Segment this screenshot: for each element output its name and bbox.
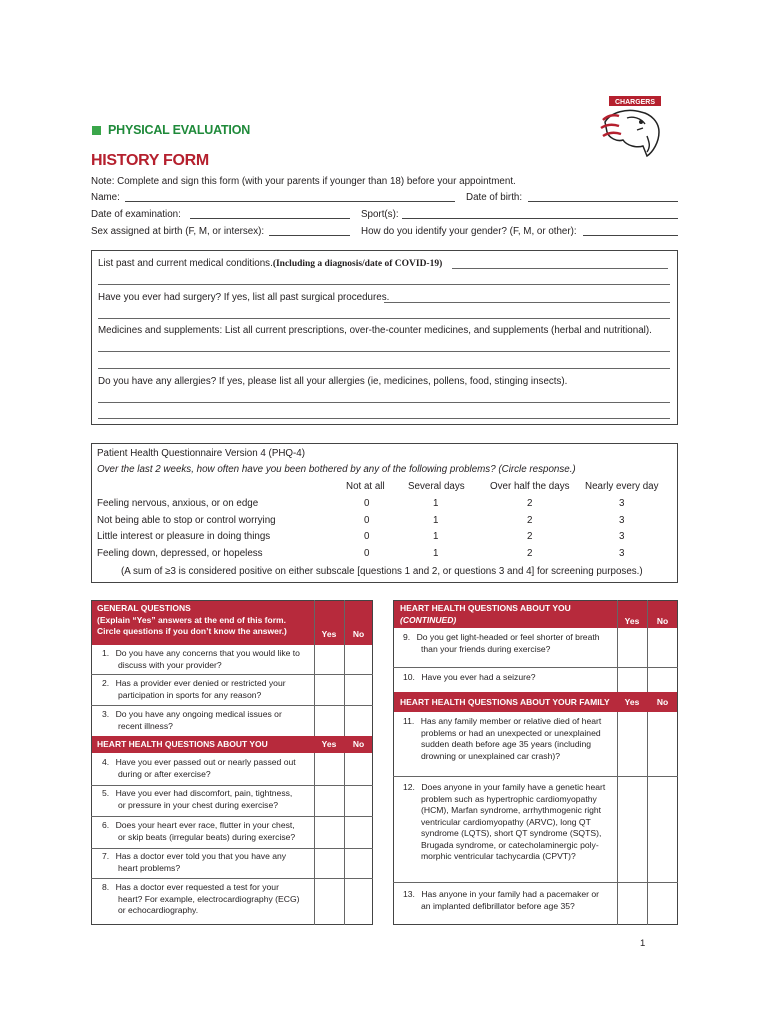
question-text-cont: problem such as hypertrophic cardiomyopathy — [421, 793, 597, 804]
phq-value[interactable]: 0 — [364, 498, 370, 509]
question-number: 1. — [102, 648, 110, 658]
medicines-line-2[interactable] — [98, 368, 670, 369]
question-text-cont: syndrome (LQTS), short QT syndrome (SQTS), — [421, 828, 602, 838]
phq-value[interactable]: 1 — [433, 531, 439, 542]
heart-question-4 — [102, 757, 312, 780]
heart-question-5 — [102, 788, 312, 811]
phq-col-not-at-all: Not at all — [346, 481, 385, 492]
question-text-cont: ventricular cardiomyopathy (ARVC), long QT — [421, 816, 591, 827]
general-question-3 — [102, 709, 312, 732]
question-number: 6. — [102, 820, 110, 830]
form-title: HISTORY FORM — [91, 152, 209, 169]
right-yes-header: Yes — [624, 616, 640, 626]
phq-value[interactable]: 2 — [527, 531, 533, 542]
surgery-line-1[interactable] — [384, 302, 670, 303]
conditions-text: List past and current medical conditions. — [98, 258, 273, 269]
page-number: 1 — [640, 938, 646, 949]
phq-value[interactable]: 3 — [619, 498, 625, 509]
heart-yes-header: Yes — [321, 739, 337, 749]
heart-question-13 — [403, 889, 615, 912]
heart-question-7 — [102, 851, 312, 874]
phq-col-several-days: Several days — [408, 481, 465, 492]
heart-question-11 — [403, 716, 615, 762]
question-text: Does anyone in your family have a genetic heart — [421, 782, 606, 792]
medical-history-box — [91, 250, 678, 425]
general-question-2 — [102, 678, 312, 701]
row-divider — [393, 882, 678, 883]
question-text-cont: discuss with your provider? — [118, 659, 222, 670]
general-header-title: GENERAL QUESTIONS — [97, 603, 191, 613]
phq-row-label: Feeling nervous, anxious, or on edge — [97, 498, 259, 509]
question-text-cont: drowning or unexplained car crash)? — [421, 750, 561, 761]
question-number: 3. — [102, 709, 110, 719]
question-text: Have you ever passed out or nearly passed out — [115, 757, 296, 767]
row-divider — [393, 667, 678, 668]
family-yes-header: Yes — [624, 697, 640, 707]
allergies-prompt: Do you have any allergies? If yes, please list all your allergies (ie, medicines, pollens, food, stinging insects). — [98, 376, 568, 387]
medicines-prompt: Medicines and supplements: List all current prescriptions, over-the-counter medicines, and supplements (herbal and nutritional). — [98, 325, 652, 336]
row-divider — [91, 674, 373, 675]
phq-value[interactable]: 0 — [364, 531, 370, 542]
question-text-cont: (HCM), Marfan syndrome, arrhythmogenic right — [421, 805, 602, 815]
conditions-line-1[interactable] — [452, 268, 668, 269]
question-number: 2. — [102, 678, 110, 688]
question-text-cont: heart problems? — [118, 862, 181, 873]
gender-field[interactable] — [583, 227, 678, 236]
phq-value[interactable]: 1 — [433, 515, 439, 526]
phq4-title: Patient Health Questionnaire Version 4 (PHQ-4) — [97, 448, 306, 459]
right-no-header: No — [656, 616, 669, 626]
heart-question-8 — [102, 882, 312, 917]
phq-value[interactable]: 0 — [364, 548, 370, 559]
question-text-cont: sudden death before age 35 years (including — [421, 739, 592, 749]
question-text-cont: during or after exercise? — [118, 768, 211, 779]
question-number: 4. — [102, 757, 110, 767]
chargers-logo — [597, 92, 669, 164]
family-no-header: No — [656, 697, 669, 707]
sports-label: Sport(s): — [361, 209, 399, 220]
question-text: Do you have any concerns that you would like to — [115, 648, 300, 658]
question-text-cont: or echocardiography. — [118, 905, 199, 915]
conditions-prompt — [98, 258, 442, 269]
question-text: Do you have any ongoing medical issues or — [115, 709, 282, 719]
phq-row-label: Not being able to stop or control worrying — [97, 515, 276, 526]
general-header-text — [97, 603, 287, 638]
phq-value[interactable]: 0 — [364, 515, 370, 526]
phq-value[interactable]: 3 — [619, 548, 625, 559]
phq-row-label: Little interest or pleasure in doing things — [97, 531, 271, 542]
phq-col-nearly-every-day: Nearly every day — [585, 481, 659, 492]
general-yes-header: Yes — [321, 629, 337, 639]
heart-continued-title: HEART HEALTH QUESTIONS ABOUT YOU — [400, 603, 571, 613]
question-text: Has a doctor ever told you that you have any — [115, 851, 287, 861]
right-no-divider — [647, 600, 648, 925]
phq4-subtitle: Over the last 2 weeks, how often have you been bothered by any of the following problems? (Circle response.) — [97, 464, 576, 475]
logo-text: CHARGERS — [614, 99, 656, 106]
allergies-line-1[interactable] — [98, 402, 670, 403]
question-number: 9. — [403, 632, 411, 642]
heart-question-10 — [403, 672, 615, 684]
phq4-footnote: (A sum of ≥3 is considered positive on either subscale [questions 1 and 2, or questions 3 and 4] for screening purposes.) — [121, 566, 643, 577]
heart-family-header-text: HEART HEALTH QUESTIONS ABOUT YOUR FAMILY — [400, 697, 610, 707]
surgery-line-2[interactable] — [98, 318, 670, 319]
conditions-covid-text: (Including a diagnosis/date of COVID-19) — [272, 259, 443, 269]
phq-value[interactable]: 2 — [527, 498, 533, 509]
question-text-cont: or pressure in your chest during exercise? — [118, 799, 279, 810]
heart-continued-sub: (CONTINUED) — [400, 614, 457, 625]
question-text-cont: or skip beats (irregular beats) during exercise? — [118, 831, 296, 842]
name-field[interactable] — [125, 193, 455, 202]
left-no-divider — [344, 600, 345, 925]
sports-field[interactable] — [402, 210, 678, 219]
heart-question-6 — [102, 820, 312, 843]
phq-value[interactable]: 3 — [619, 515, 625, 526]
sex-field[interactable] — [269, 227, 350, 236]
heart-no-header: No — [352, 739, 365, 749]
left-yes-divider — [314, 600, 315, 925]
question-text-cont: participation in sports for any reason? — [118, 689, 262, 700]
general-header-sub2: Circle questions if you don’t know the answer.) — [97, 626, 287, 636]
question-text: Have you ever had a seizure? — [421, 672, 536, 682]
question-text-cont: recent illness? — [118, 720, 173, 731]
phq-row-label: Feeling down, depressed, or hopeless — [97, 548, 263, 559]
general-header-sub1: (Explain “Yes” answers at the end of this form. — [97, 614, 286, 625]
general-no-header: No — [352, 629, 365, 639]
surgery-prompt: Have you ever had surgery? If yes, list all past surgical procedures. — [98, 292, 390, 303]
question-number: 11. — [403, 716, 415, 726]
row-divider — [91, 785, 373, 786]
question-text-cont: than your friends during exercise? — [421, 643, 551, 654]
phq-value[interactable]: 1 — [433, 548, 439, 559]
phq-col-over-half: Over half the days — [490, 481, 570, 492]
heart-header-text: HEART HEALTH QUESTIONS ABOUT YOU — [97, 739, 268, 749]
sex-label: Sex assigned at birth (F, M, or intersex): — [91, 226, 265, 237]
exam-date-field[interactable] — [190, 210, 350, 219]
question-text-cont: heart? For example, electrocardiography (ECG) — [118, 893, 300, 904]
phq-value[interactable]: 2 — [527, 515, 533, 526]
question-number: 10. — [403, 672, 415, 682]
row-divider — [91, 816, 373, 817]
question-number: 12. — [403, 782, 415, 792]
heart-question-9 — [403, 632, 615, 655]
question-text: Has any family member or relative died of heart — [420, 716, 602, 726]
medicines-line-1[interactable] — [98, 351, 670, 352]
conditions-line-2[interactable] — [98, 284, 670, 285]
row-divider — [393, 776, 678, 777]
question-text-cont: problems or had an unexpected or unexplained — [421, 727, 601, 738]
question-number: 8. — [102, 882, 110, 892]
exam-date-label: Date of examination: — [91, 209, 181, 220]
note-text: Note: Complete and sign this form (with your parents if younger than 18) before your appointment. — [91, 176, 516, 187]
question-number: 7. — [102, 851, 110, 861]
allergies-line-2[interactable] — [98, 418, 670, 419]
phq-value[interactable]: 1 — [433, 498, 439, 509]
right-yes-divider — [617, 600, 618, 925]
gender-label: How do you identify your gender? (F, M, or other): — [361, 226, 577, 237]
heart-question-12 — [403, 782, 615, 863]
heart-continued-header-text — [400, 603, 571, 626]
question-text-cont: Brugada syndrome, or catecholaminergic poly- — [421, 839, 599, 850]
question-text: Has a provider ever denied or restricted your — [115, 678, 286, 688]
row-divider — [91, 878, 373, 879]
dob-field[interactable] — [528, 193, 678, 202]
name-label: Name: — [91, 192, 120, 203]
dob-label: Date of birth: — [466, 192, 523, 203]
question-number: 13. — [403, 889, 415, 899]
phq-value[interactable]: 2 — [527, 548, 533, 559]
section-label: PHYSICAL EVALUATION — [108, 123, 251, 137]
question-text: Do you get light-headed or feel shorter of breath — [416, 632, 600, 642]
question-text: Has a doctor ever requested a test for your — [115, 882, 279, 892]
row-divider — [91, 705, 373, 706]
question-number: 5. — [102, 788, 110, 798]
question-text: Has anyone in your family had a pacemaker or — [421, 889, 600, 899]
general-question-1 — [102, 648, 312, 671]
question-text: Does your heart ever race, flutter in your chest, — [115, 820, 295, 830]
phq-value[interactable]: 3 — [619, 531, 625, 542]
row-divider — [91, 848, 373, 849]
question-text: Have you ever had discomfort, pain, tightness, — [115, 788, 293, 798]
question-text-cont: an implanted defibrillator before age 35? — [421, 900, 575, 911]
section-square-icon — [92, 126, 101, 135]
question-text-cont: morphic ventricular tachycardia (CPVT)? — [421, 851, 576, 861]
